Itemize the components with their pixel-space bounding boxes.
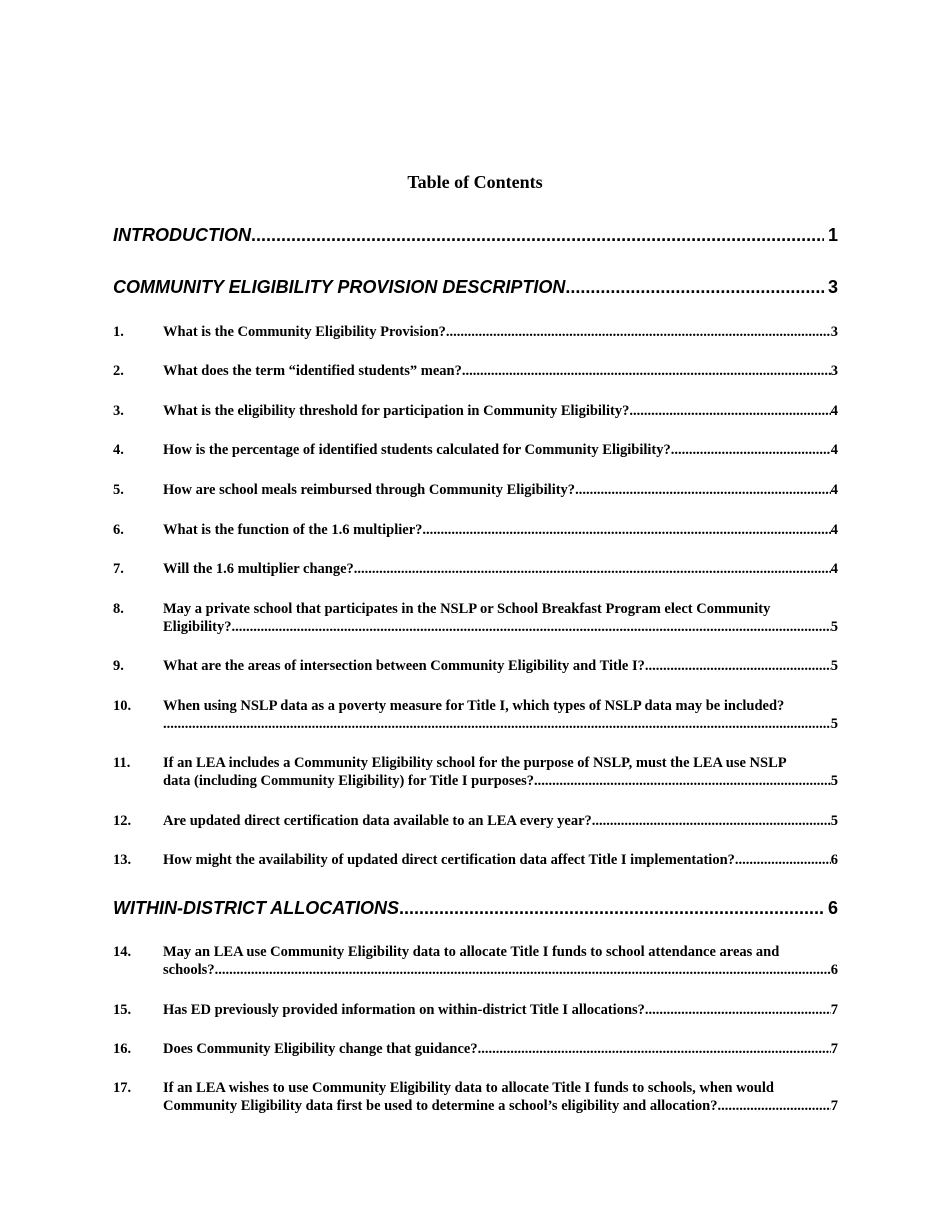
question-text: Eligibility? [163,619,232,635]
question-number: 5. [113,482,124,498]
question-text: Are updated direct certification data available to an LEA every year? [163,813,592,829]
page-number: 4 [830,482,838,498]
page-number: 7 [830,1002,838,1018]
question-number: 12. [113,813,132,829]
dot-leader [575,481,831,499]
dot-leader [629,402,830,420]
question-number: 13. [113,852,132,868]
page-number: 5 [830,658,838,674]
page-number: 4 [830,442,838,458]
dot-leader [565,276,824,298]
question-text: Will the 1.6 multiplier change? [163,561,354,577]
question-text: What is the Community Eligibility Provision? [163,324,446,340]
dot-leader [399,897,824,919]
page-number: 3 [830,363,838,379]
question-number: 3. [113,403,124,419]
dot-leader [534,772,831,790]
dot-leader [251,224,824,246]
question-number: 7. [113,561,124,577]
question-text: Has ED previously provided information on within-district Title I allocations? [163,1002,645,1018]
question-text: What is the eligibility threshold for participation in Community Eligibility? [163,403,630,419]
page-number: 6 [830,962,838,978]
page-number: 3 [827,277,838,297]
question-text: May a private school that participates in the NSLP or School Breakfast Program elect Community [163,601,771,617]
question-text: May an LEA use Community Eligibility data to allocate Title I funds to school attendance areas and [163,944,780,960]
page-number: 7 [830,1098,838,1114]
question-number: 6. [113,522,124,538]
question-text: If an LEA wishes to use Community Eligibility data to allocate Title I funds to schools, when would [163,1080,774,1096]
question-number: 14. [113,944,132,960]
question-text: What is the function of the 1.6 multiplier? [163,522,423,538]
dot-leader [735,851,831,869]
question-number: 2. [113,363,124,379]
page-number: 1 [827,225,838,245]
dot-leader [163,715,831,733]
question-number: 10. [113,698,132,714]
dot-leader [671,441,831,459]
section-title: WITHIN-DISTRICT ALLOCATIONS [113,898,399,918]
question-text: How are school meals reimbursed through Community Eligibility? [163,482,576,498]
dot-leader [446,323,831,341]
page-number: 4 [830,522,838,538]
page-number: 6 [827,898,838,918]
page-number: 5 [830,619,838,635]
question-text: Does Community Eligibility change that guidance? [163,1041,478,1057]
question-number: 16. [113,1041,132,1057]
question-text: data (including Community Eligibility) for Title I purposes? [163,773,535,789]
dot-leader [232,618,831,636]
page-number: 4 [830,403,838,419]
question-text: How is the percentage of identified students calculated for Community Eligibility? [163,442,671,458]
question-text: Community Eligibility data first be used to determine a school’s eligibility and allocation? [163,1098,718,1114]
question-number: 8. [113,601,124,617]
dot-leader [215,961,831,979]
dot-leader [645,657,831,675]
page-number: 5 [830,773,838,789]
question-number: 9. [113,658,124,674]
dot-leader [718,1097,831,1115]
question-text: If an LEA includes a Community Eligibility school for the purpose of NSLP, must the LEA use NSLP [163,755,787,771]
question-text: What does the term “identified students” mean? [163,363,462,379]
dot-leader [354,560,831,578]
dot-leader [645,1001,831,1019]
page-number: 6 [830,852,838,868]
page-number: 5 [830,716,838,732]
question-number: 15. [113,1002,132,1018]
question-number: 11. [113,755,131,771]
page-number: 3 [830,324,838,340]
question-text: When using NSLP data as a poverty measure for Title I, which types of NSLP data may be included? [163,698,785,714]
question-number: 4. [113,442,124,458]
dot-leader [592,812,831,830]
dot-leader [478,1040,831,1058]
question-number: 1. [113,324,124,340]
section-title: COMMUNITY ELIGIBILITY PROVISION DESCRIPTION [113,277,566,297]
dot-leader [462,362,831,380]
page-number: 7 [830,1041,838,1057]
question-number: 17. [113,1080,132,1096]
question-text: schools? [163,962,215,978]
question-text: What are the areas of intersection between Community Eligibility and Title I? [163,658,645,674]
question-text: How might the availability of updated direct certification data affect Title I implementation? [163,852,735,868]
section-title: INTRODUCTION [113,225,251,245]
toc-title: Table of Contents [407,172,543,192]
dot-leader [422,521,830,539]
page-number: 4 [830,561,838,577]
page-number: 5 [830,813,838,829]
